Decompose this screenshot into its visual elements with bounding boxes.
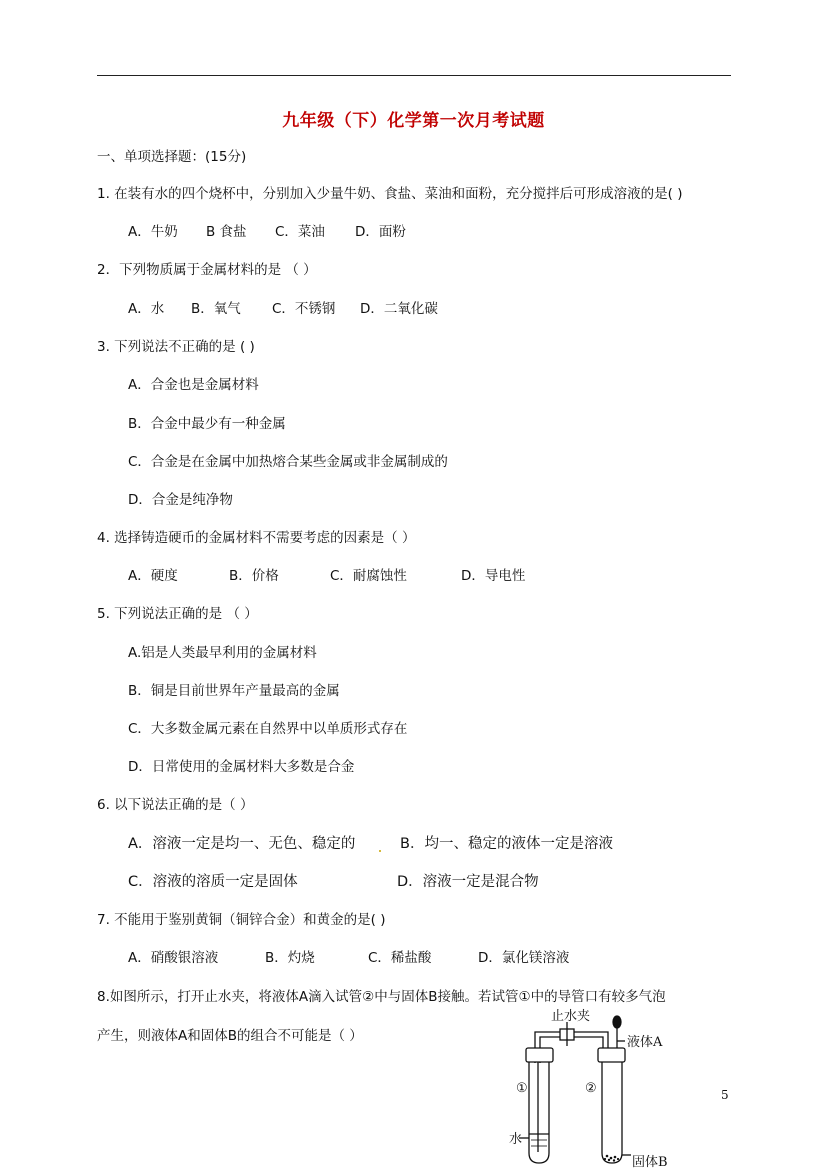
question-4-stem: 4. 选择铸造硬币的金属材料不需要考虑的因素是（ ） (97, 530, 416, 546)
apparatus-diagram (505, 1008, 705, 1170)
header-rule (97, 75, 731, 76)
q3-option-b: B．合金中最少有一种金属 (128, 416, 286, 432)
page-title: 九年级（下）化学第一次月考试题 (282, 111, 545, 131)
q5-option-c: C．大多数金属元素在自然界中以单质形式存在 (128, 721, 408, 737)
question-8-stem-continued: 产生，则液体A和固体B的组合不可能是（ ） (97, 1028, 363, 1044)
stray-dot (379, 850, 381, 852)
question-6-stem: 6. 以下说法正确的是（ ） (97, 797, 254, 813)
question-5-stem: 5. 下列说法正确的是 （ ） (97, 606, 258, 622)
question-1-stem: 1. 在装有水的四个烧杯中，分别加入少量牛奶、食盐、菜油和面粉，充分搅拌后可形成溶液的是( ) (97, 186, 683, 202)
q4-option-b: B．价格 (229, 568, 279, 584)
q4-option-d: D．导电性 (461, 568, 526, 584)
q5-option-b: B．铜是目前世界年产量最高的金属 (128, 683, 340, 699)
q2-option-d: D．二氧化碳 (360, 301, 438, 317)
q3-option-c: C．合金是在金属中加热熔合某些金属或非金属制成的 (128, 454, 448, 470)
tube-2-label: ② (585, 1081, 597, 1096)
liquid-a-label: 液体A (627, 1035, 663, 1050)
q4-option-c: C．耐腐蚀性 (330, 568, 407, 584)
question-3-stem: 3. 下列说法不正确的是 ( ) (97, 339, 255, 355)
q2-option-c: C．不锈钢 (272, 301, 336, 317)
solid-b (606, 1155, 609, 1158)
q6-option-d: D．溶液一定是混合物 (397, 874, 539, 890)
q4-option-a: A．硬度 (128, 568, 178, 584)
q3-option-d: D．合金是纯净物 (128, 492, 233, 508)
q2-option-a: A．水 (128, 301, 165, 317)
test-tube-2 (602, 1062, 622, 1163)
test-tube-1 (529, 1062, 549, 1163)
question-7-stem: 7. 不能用于鉴别黄铜（铜锌合金）和黄金的是( ) (97, 912, 386, 928)
q1-option-a: A．牛奶 (128, 224, 178, 240)
q6-option-c: C．溶液的溶质一定是固体 (128, 874, 298, 890)
q1-option-c: C．菜油 (275, 224, 325, 240)
section-heading: 一、单项选择题：(15分) (97, 149, 247, 165)
tube-1-label: ① (516, 1081, 528, 1096)
q7-option-c: C．稀盐酸 (368, 950, 432, 966)
q3-option-a: A．合金也是金属材料 (128, 377, 259, 393)
q6-option-a: A．溶液一定是均一、无色、稳定的 (128, 836, 356, 852)
solid-b-label: 固体B (632, 1155, 668, 1170)
question-2-stem: 2．下列物质属于金属材料的是 （ ） (97, 262, 317, 278)
water-label: 水 (509, 1132, 523, 1147)
q6-option-b: B．均一、稳定的液体一定是溶液 (400, 836, 613, 852)
q5-option-a: A.铝是人类最早利用的金属材料 (128, 645, 317, 661)
q5-option-d: D．日常使用的金属材料大多数是合金 (128, 759, 355, 775)
q2-option-b: B．氧气 (191, 301, 241, 317)
q7-option-d: D．氯化镁溶液 (478, 950, 570, 966)
clamp-label: 止水夹 (551, 1009, 591, 1024)
q1-option-b: B 食盐 (206, 224, 247, 240)
page-number: 5 (721, 1088, 729, 1102)
q7-option-b: B．灼烧 (265, 950, 315, 966)
question-8-stem: 8.如图所示，打开止水夹，将液体A滴入试管②中与固体B接触。若试管①中的导管口有较多气泡 (97, 989, 666, 1005)
q1-option-d: D．面粉 (355, 224, 406, 240)
q7-option-a: A．硝酸银溶液 (128, 950, 219, 966)
